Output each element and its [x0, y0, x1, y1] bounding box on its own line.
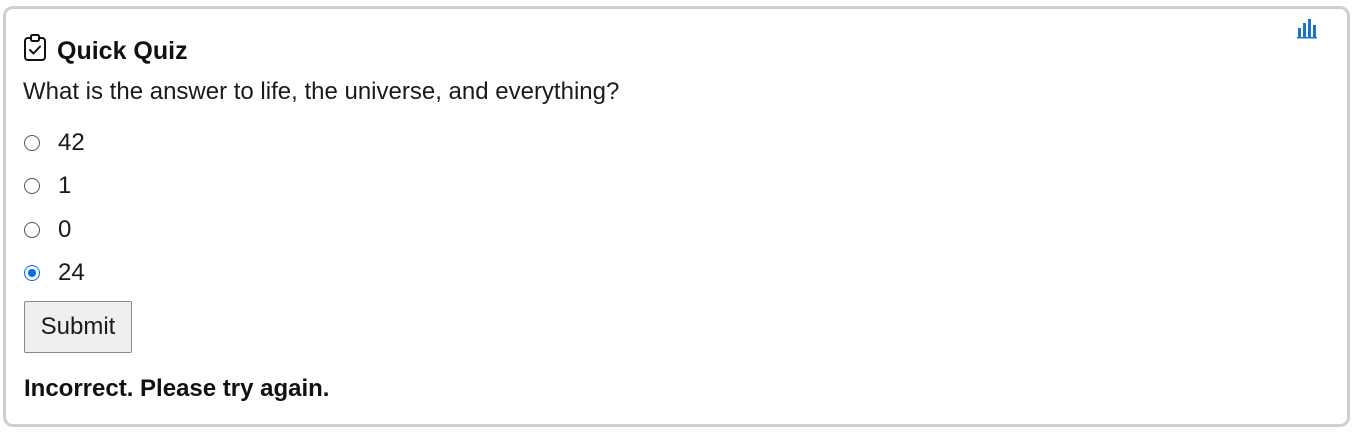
quiz-card	[3, 6, 1350, 427]
clipboard-check-icon	[23, 34, 47, 62]
answer-radio[interactable]	[24, 135, 40, 151]
quiz-header	[23, 31, 188, 65]
answer-radio[interactable]	[24, 178, 40, 194]
answer-option[interactable]	[23, 121, 85, 165]
quiz-question: What is the answer to life, the universe, and everything?	[23, 78, 620, 105]
answer-label: 0	[58, 215, 72, 243]
answer-option[interactable]	[23, 165, 85, 209]
answer-radio[interactable]	[24, 222, 40, 238]
submit-button[interactable]: Submit	[24, 301, 132, 353]
answer-radio[interactable]	[24, 265, 40, 281]
feedback-message: Incorrect. Please try again.	[24, 375, 330, 402]
answer-label: 1	[58, 172, 72, 200]
answer-label: 24	[58, 259, 85, 287]
answer-options	[23, 121, 85, 295]
answer-label: 42	[58, 128, 85, 156]
answer-option[interactable]	[23, 252, 85, 296]
quiz-title: Quick Quiz	[57, 36, 188, 65]
bar-chart-icon[interactable]	[1297, 17, 1319, 39]
answer-option[interactable]	[23, 208, 85, 252]
